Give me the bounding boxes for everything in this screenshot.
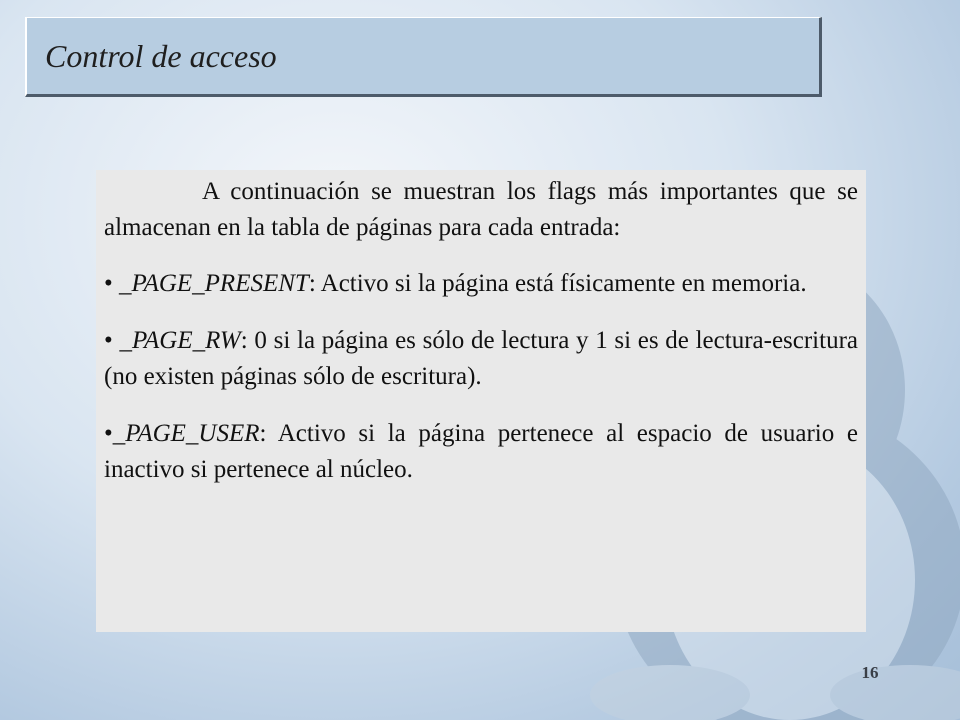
flag-name: _PAGE_PRESENT (119, 270, 309, 297)
bullet-marker: • (104, 327, 120, 354)
page-number: 16 (861, 663, 879, 682)
bullet-page-present (104, 266, 858, 302)
flag-name: _PAGE_RW (119, 327, 241, 354)
slide-title: Control de acceso (45, 38, 277, 74)
intro-paragraph: A continuación se muestran los flags más importantes que se almacenan en la tabla de páginas para cada entrada: (104, 178, 858, 241)
bullet-marker: • (104, 270, 120, 297)
content-panel (96, 170, 866, 632)
bullet-page-user (104, 416, 858, 488)
flag-description: : 0 si la página es sólo de lectura y 1 si es de lectura-escritura (no existen páginas sólo de escritura). (104, 327, 858, 390)
flag-description: : Activo si la página está físicamente en memoria. (308, 270, 807, 297)
flag-name: _PAGE_USER (112, 420, 260, 447)
bullet-page-rw (104, 323, 858, 395)
bullet-marker: • (104, 420, 113, 447)
title-box (25, 17, 822, 97)
flag-description: : Activo si la página pertenece al espacio de usuario e inactivo si pertenece al núcleo. (104, 420, 858, 483)
